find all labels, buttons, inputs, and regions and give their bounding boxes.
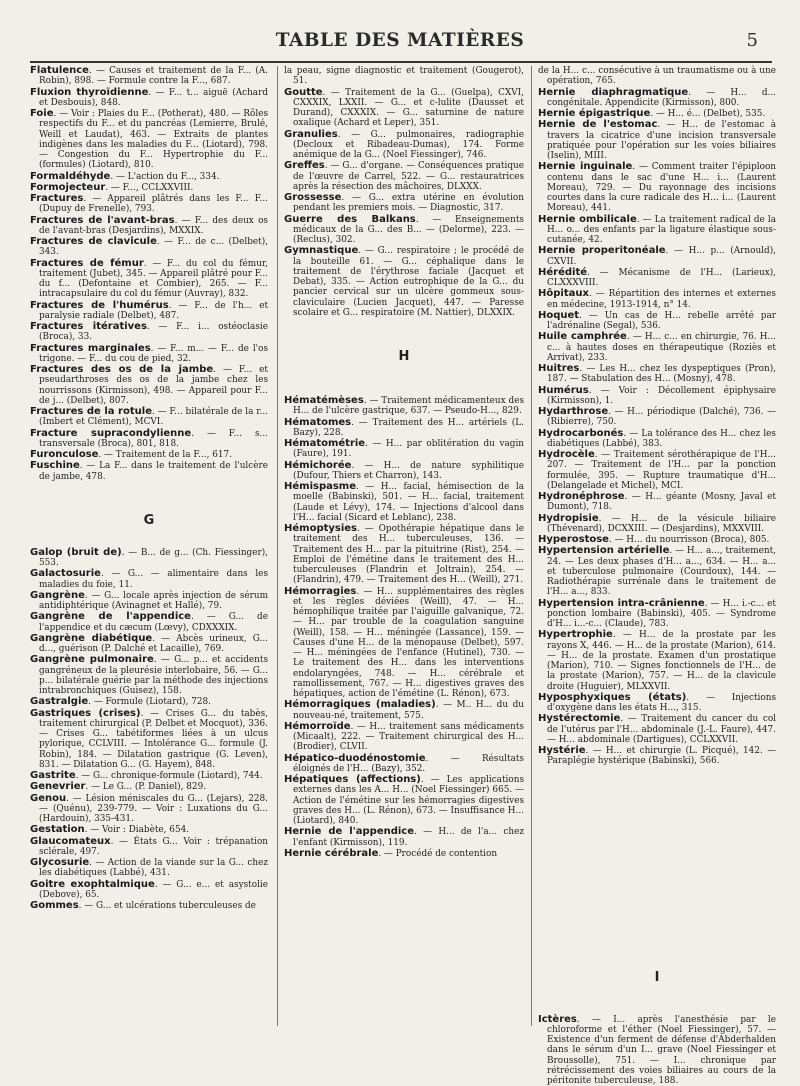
entry-headword: Hydarthrose <box>538 406 608 417</box>
entry-headword: Greffes <box>284 160 325 171</box>
entry-text: . — La traitement radical de la H... o... des enfants par la ligature élastique sous-cutanée, 42. <box>547 215 776 246</box>
entry-headword: Gommes <box>30 900 79 911</box>
entry-headword: Ictères <box>538 1014 577 1025</box>
entry-headword: Huile camphrée <box>538 331 627 342</box>
entry-text: . — G... chronique-formule (Liotard), 744. <box>76 771 263 781</box>
index-entry <box>538 407 776 428</box>
index-entry <box>30 709 268 771</box>
index-entry <box>538 1015 776 1086</box>
index-entry <box>284 754 524 775</box>
index-entry <box>284 849 524 859</box>
index-entry <box>538 364 776 385</box>
index-entry <box>284 246 524 318</box>
entry-text: . — L'action du F..., 334. <box>110 172 219 182</box>
entry-headword: Genevrier <box>30 781 85 792</box>
entry-text: . — Les H... chez les dyspeptiques (Pron), 187. — Stabulation des H... (Mosny), 478. <box>547 364 776 384</box>
entry-text: . — F... s... transversale (Broca), 801, 818. <box>39 429 268 449</box>
entry-text: . — H... de l'estomac à travers la cicatrice d'une incision transversale pratiquée pour l'opération sur les voies biliaires (Iselin), MIII. <box>547 120 776 161</box>
index-entry <box>538 546 776 597</box>
index-entry <box>30 825 268 835</box>
index-entry <box>30 194 268 215</box>
entry-headword: Hernie de l'appendice <box>284 826 414 837</box>
entry-headword: Hernie diaphragmatique <box>538 87 688 98</box>
entry-headword: Hémispasme <box>284 481 356 492</box>
entry-text: . — H... périodique (Dalché), 736. — (Ribierre), 750. <box>547 407 776 427</box>
entry-headword: Foie <box>30 108 54 119</box>
entry-text: . — H... géante (Mosny, Javal et Dumont), 718. <box>547 492 776 512</box>
index-entry <box>538 215 776 246</box>
index-entry <box>30 183 268 193</box>
entry-headword: Hystérectomie <box>538 713 620 724</box>
index-entry <box>538 386 776 407</box>
entry-text: . — Voir : Plaies du F... (Potherat), 480. — Rôles respectifs du F... et du pancréas (Lemierre, Brulé, Weill et Laudat), 463. — Extraits de plantes indigènes dans les maladies du F... (Liotard), 798. — Congestion du F... Hypertrophie du F... (formules) (Liotard), 810. <box>39 109 268 170</box>
entry-headword: Hypertension artérielle <box>538 545 669 556</box>
header-rule <box>30 61 772 63</box>
index-entry <box>30 697 268 707</box>
index-entry <box>30 548 268 569</box>
index-entry <box>538 120 776 161</box>
entry-headword: Gastrite <box>30 770 76 781</box>
entry-headword: Hyposphyxiques (états) <box>538 692 686 703</box>
index-entry <box>538 311 776 332</box>
index-entry <box>30 461 268 482</box>
index-entry <box>30 634 268 655</box>
entry-text: . — H... supplémentaires des règles et les règles déviées (Weill), 47. — H... hémophilique traitée par l'aiguille galvanique, 72. — H... par trouble de la coagulation sanguine (Weill), 158. — H... méningée (Lassance), 159. — Causes d'une H... de la ménopause (Delbet), 597. — H... méningées de l'enfance (Hutinel), 730. — Le traitement des H... dans les interventions endolaryngées, 748. — H... cérébrale et ramollissement, 767. — H... digestives graves des hépatiques, action de l'émétine (L. Rénon), 673. <box>293 587 524 700</box>
entry-text: . — Comment traiter l'épiploon contenu dans le sac d'une H... i... (Laurent Moreau), 729. — Du rayonnage des incisions courtes dans la cure radicale des H... i... (Laurent Moreau), 441. <box>547 162 776 213</box>
entry-text: . — G... pulmonaires, radiographie (Decloux et Ribadeau-Dumas), 174. Forme anémique de la G... (Noel Fiessinger), 746. <box>293 130 524 161</box>
index-entry <box>284 88 524 129</box>
entry-headword: Hernie ombilicale <box>538 214 637 225</box>
index-entry <box>284 775 524 826</box>
entry-text: . — H... c... en chirurgie, 76. H... c... à hautes doses en thérapeutique (Roziès et Arrivat), 233. <box>547 332 776 363</box>
index-entry <box>538 162 776 213</box>
index-entry <box>284 587 524 700</box>
entry-text: . — Mécanisme de l'H... (Larieux), CLXXXVIII. <box>547 268 776 288</box>
entry-headword: Hernie de l'estomac <box>538 119 657 130</box>
entry-text: . — H... de nature syphilitique (Dufour, Thiers et Charron), 143. <box>293 461 524 481</box>
entry-text: . — F... t... aiguë (Achard et Desbouis), 848. <box>39 88 268 108</box>
entry-text: . — H... traitement sans médicaments (Micaalt), 222. — Traitement chirurgical des H... (Brodier), CLVII. <box>293 722 524 753</box>
index-entry <box>30 591 268 612</box>
section-letter: G <box>30 508 268 534</box>
entry-headword: Gangrène pulmonaire <box>30 654 154 665</box>
entry-text: . — Crises G... du tabès, traitement chirurgical (P. Delbet et Mocquot), 336. — Crises G... tabétiformes liées à un ulcus pylorique, CCLVIII. — Intolérance G... formule (J. Robin), 184. — Dilatation gastrique (G. Leven), 831. — Dilatation G... (G. Hayem), 848. <box>39 709 268 770</box>
index-entry <box>30 88 268 109</box>
entry-text: . — F... du col du fémur, traitement (Jubet), 345. — Appareil plâtré pour F... du f... (Defontaine et Combier), 265. — F... intracapsulaire du col du fémur (Auvray), 832. <box>39 259 268 300</box>
entry-text: . — F... des deux os de l'avant-bras (Desjardins), MXXIX. <box>39 216 268 236</box>
entry-text: . — H... par oblitération du vagin (Faure), 191. <box>293 439 524 459</box>
index-entry <box>538 88 776 109</box>
entry-text: . — Répartition des internes et externes en médecine, 1913-1914, n° 14. <box>547 289 776 309</box>
column-divider <box>531 66 532 1026</box>
entry-text: . — G... d'organe. — Conséquences pratique de l'œuvre de Carrel, 522. — G... restauratrices après la résection des mâchoires, DLXXX. <box>293 161 524 192</box>
entry-headword: Gangrène de l'appendice <box>30 611 191 622</box>
index-entry <box>538 492 776 513</box>
entry-text: . — Un cas de H... rebelle arrêté par l'adrénaline (Segal), 536. <box>547 311 776 331</box>
entry-text: . — Formule (Liotard), 728. <box>88 697 211 707</box>
index-column-1 <box>30 66 268 1021</box>
entry-headword: Fractures des os de la jambe <box>30 364 213 375</box>
entry-headword: Hématométrie <box>284 438 365 449</box>
index-entry <box>30 782 268 792</box>
index-entry <box>538 535 776 545</box>
entry-text: . — La F... dans le traitement de l'ulcère de jambe, 478. <box>39 461 268 481</box>
entry-text: . — G... et ulcérations tuberculeuses de <box>79 901 256 911</box>
index-entry <box>538 693 776 714</box>
entry-headword: Formojecteur <box>30 182 105 193</box>
entry-text: . — G... p... et accidents gangréneux de la pleurésie interlobaire, 56. — G... p... bilatérale guérie par la méthode des injections intrabronchiques (Guisez), 158. <box>39 655 268 696</box>
index-entry <box>284 130 524 161</box>
entry-headword: Fractures de l'avant-bras <box>30 215 175 226</box>
index-entry <box>30 880 268 901</box>
index-entry <box>30 237 268 258</box>
entry-text: . — Traitement médicamenteux des H... de l'ulcère gastrique, 637. — Pseudo-H..., 829. <box>293 396 524 416</box>
index-entry <box>30 66 268 87</box>
index-entry <box>284 439 524 460</box>
entry-headword: Glycosurie <box>30 857 89 868</box>
entry-text: . — F... m... — F... de l'os trigone. — F... du cou de pied, 32. <box>39 344 268 364</box>
entry-text: . — I... après l'anesthésie par le chloroforme et l'éther (Noel Fiessinger), 57. — Existence d'un ferment de défense d'Abderhalden dans le sérum d'un I... grave (Noel Fiessinger et Broussolle), 751. — I... chronique par rétrécissement des voies biliaires au cours de la péritonite tuberculeuse, 188. <box>547 1015 776 1086</box>
index-entry <box>538 332 776 363</box>
entry-headword: Fractures de fémur <box>30 258 144 269</box>
entry-text: la peau, signe diagnostic et traitement (Gougerot), 51. <box>284 66 524 86</box>
entry-headword: Grossesse <box>284 192 341 203</box>
entry-headword: Hydropisie <box>538 513 599 524</box>
entry-text: . — Abcès urineux, G... d..., guérison (P. Dalché et Lacaille), 769. <box>39 634 268 654</box>
index-entry <box>538 450 776 491</box>
entry-text: . — Procédé de contention <box>378 849 497 859</box>
entry-headword: Humérus <box>538 385 589 396</box>
entry-text: . — Le G... (P. Daniel), 829. <box>85 782 206 792</box>
entry-headword: Hypertension intra-crânienne <box>538 598 705 609</box>
entry-headword: Hémorragiques (maladies) <box>284 699 436 710</box>
entry-text: . — Traitement sérothérapique de l'H... 207. — Traitement de l'H... par la ponction formulée, 395. — Rupture traumatique d'H... (Delangelade et Michel), MCI. <box>547 450 776 491</box>
entry-headword: Fractures de l'humérus <box>30 300 169 311</box>
entry-headword: Genou <box>30 793 66 804</box>
index-entry <box>30 429 268 450</box>
entry-headword: Hystérie <box>538 745 586 756</box>
entry-text: . — H... du nourrisson (Broca), 805. <box>609 535 769 545</box>
entry-headword: Hoquet <box>538 310 579 321</box>
entry-text: . — H... de l'a... chez l'enfant (Kirmisson), 119. <box>293 827 524 847</box>
entry-headword: Huitres <box>538 363 579 374</box>
index-entry <box>30 655 268 696</box>
entry-headword: Hernie épigastrique <box>538 108 650 119</box>
entry-text: . — F... de l'h... et paralysie radiale (Delbet), 487. <box>39 301 268 321</box>
entry-headword: Flatulence <box>30 65 89 76</box>
page-number: 5 <box>747 30 758 51</box>
entry-text: . — H... et chirurgie (L. Picqué), 142. — Paraplégie hystérique (Babinski), 566. <box>547 746 776 766</box>
column-divider <box>277 66 278 1026</box>
entry-headword: Hémorragies <box>284 586 356 597</box>
entry-text: . — F... bilatérale de la r... (Imbert et Clément), MCVI. <box>39 407 268 427</box>
entry-text: . — Lésion méniscales du G... (Lejars), 228. — (Quénu), 239-779. — Voir : Luxations du G... (Hardouin), 335-431. <box>39 794 268 825</box>
entry-text: . — F..., CCLXXVIII. <box>105 183 193 193</box>
entry-headword: Hypertrophie <box>538 629 613 640</box>
index-entry <box>30 837 268 858</box>
entry-headword: Hernie cérébrale <box>284 848 378 859</box>
index-column-2 <box>284 66 524 1021</box>
entry-headword: Fractures de la rotule <box>30 406 152 417</box>
index-entry <box>30 612 268 633</box>
index-entry <box>30 771 268 781</box>
entry-text: . — Traitement des H... artériels (L. Bazy), 228. <box>293 418 524 438</box>
entry-text: . — H... p... (Arnould), CXVII. <box>547 246 776 266</box>
index-entry <box>30 365 268 406</box>
entry-text: . — H... é... (Delbet), 535. <box>650 109 765 119</box>
index-entry <box>538 429 776 450</box>
entry-text: . — G... locale après injection de sérum antidiphtérique (Avinagnet et Hallé), 79. <box>39 591 268 611</box>
entry-headword: Fuschine <box>30 460 80 471</box>
entry-text: . — Traitement de la G... (Guelpa), CXVI, CXXXIX, LXXII. — G... et c-lulite (Dausset et Durand), CXXXIX. — G... saturnine de nature oxalique (Achard et Leper), 351. <box>293 88 524 129</box>
entry-headword: Fractures de clavicule <box>30 236 157 247</box>
entry-headword: Gymnastique <box>284 245 358 256</box>
entry-headword: Goutte <box>284 87 323 98</box>
entry-text: . — Traitement de la F..., 617. <box>98 450 232 460</box>
entry-text: . — Action de la viande sur la G... chez les diabétiques (Labbé), 431. <box>39 858 268 878</box>
entry-headword: Hydrocarbonés <box>538 428 623 439</box>
entry-headword: Fluxion thyroïdienne <box>30 87 148 98</box>
entry-text: . — M.. H... du du nouveau-né, traitement, 575. <box>293 700 524 720</box>
entry-text: . — Voir : Diabète, 654. <box>85 825 189 835</box>
index-entry <box>30 858 268 879</box>
entry-headword: Granulies <box>284 129 338 140</box>
index-entry <box>30 109 268 171</box>
entry-headword: Hépatico-duodénostomie <box>284 753 426 764</box>
entry-text: . — B... de g... (Ch. Fiessinger), 553. <box>39 548 268 568</box>
entry-text: . — Enseignements médicaux de la G... des B... — (Delorme), 223. — (Reclus), 302. <box>293 215 524 246</box>
entry-text: . — Voir : Décollement épiphysaire (Kirmisson), 1. <box>547 386 776 406</box>
index-entry <box>538 746 776 767</box>
index-entry <box>284 418 524 439</box>
entry-headword: Fractures <box>30 193 83 204</box>
index-entry <box>284 722 524 753</box>
entry-headword: Guerre des Balkans <box>284 214 416 225</box>
index-entry <box>538 109 776 119</box>
entry-headword: Fracture supracondylienne <box>30 428 191 439</box>
index-entry <box>284 700 524 721</box>
entry-text: . — F... de c... (Delbet), 343. <box>39 237 268 257</box>
entry-text: . — F... et pseudarthroses des os de la jambe chez les nourrissons (Kirmisson), 498. — Appareil pour F... de j... (Delbet), 807. <box>39 365 268 406</box>
entry-text: . — G... — alimentaire dans les maladies du foie, 11. <box>39 569 268 589</box>
entry-text: . — H... d... congénitale. Appendicite (Kirmisson), 800. <box>547 88 776 108</box>
page-header <box>30 30 770 62</box>
entry-headword: Furonculose <box>30 449 98 460</box>
index-entry <box>30 450 268 460</box>
entry-headword: Gangrène diabétique <box>30 633 152 644</box>
entry-headword: Goitre exophtalmique <box>30 879 155 890</box>
entry-headword: Hématomes <box>284 417 351 428</box>
index-entry <box>30 407 268 428</box>
index-entry <box>30 794 268 825</box>
entry-text: . — H... a..., traitement, 24. — Les deux phases d'H... a..., 634. — H... a... et tuberculose pulmonaire (Courdoux), 144. — Radiothérapie surrénale dans le traitement de l'H... a..., 833. <box>547 546 776 597</box>
index-entry <box>538 630 776 692</box>
entry-headword: Hydronéphrose <box>538 491 625 502</box>
index-entry <box>284 461 524 482</box>
index-entry <box>30 569 268 590</box>
entry-headword: Hépatiques (affections) <box>284 774 421 785</box>
entry-headword: Hémichorée <box>284 460 351 471</box>
index-entry <box>284 482 524 523</box>
entry-text: . — Appareil plâtrés dans les F... F... (Dupuy de Frenelle), 793. <box>39 194 268 214</box>
index-entry <box>30 259 268 300</box>
entry-text: . — G... e... et asystolie (Debove), 65. <box>39 880 268 900</box>
entry-text: . — H... i.-c... et ponction lombaire (Babinski), 405. — Syndrome d'H... i...-c... (Claude), 783. <box>547 599 776 630</box>
entry-headword: Formaldéhyde <box>30 171 110 182</box>
index-entry <box>30 216 268 237</box>
index-entry <box>538 599 776 630</box>
entry-headword: Hydrocèle <box>538 449 595 460</box>
entry-headword: Hérédité <box>538 267 587 278</box>
entry-headword: Gastralgie <box>30 696 88 707</box>
index-entry <box>284 396 524 417</box>
entry-headword: Hernie inguinale <box>538 161 632 172</box>
index-entry <box>30 301 268 322</box>
index-entry <box>30 172 268 182</box>
entry-headword: Fractures itératives <box>30 321 147 332</box>
index-entry <box>538 514 776 535</box>
entry-headword: Gastriques (crises) <box>30 708 141 719</box>
index-entry <box>284 827 524 848</box>
entry-text: . — H... de la prostate par les rayons X, 446. — H... de la prostate (Marion), 614. — H... de la prostate. Examen d'un prostatique (Marion), 710. — Signes fonctionnels de l'H... de la prostate (Marion), 757. — H... de la clavicule droite (Huguier), MLXXVII. <box>547 630 776 691</box>
entry-text: . — Traitement du cancer du col de l'utérus par l'H... abdominale (J.-L. Faure), 447. — H... abdominale (Dartigues), CCLXXVII. <box>547 714 776 745</box>
index-entry <box>284 66 524 87</box>
entry-headword: Hématémèses <box>284 395 364 406</box>
entry-text: . — Les applications externes dans les A... H... (Noel Fiessinger) 665. — Action de l'émétine sur les hémorragies digestives graves des H... (L. Rénon), 673. — Insuffisance H... (Liotard), 840. <box>293 775 524 826</box>
entry-headword: Hôpitaux <box>538 288 589 299</box>
index-entry <box>284 215 524 246</box>
section-letter: H <box>284 346 524 368</box>
index-column-3 <box>538 66 776 1021</box>
entry-headword: Glaucomateux <box>30 836 111 847</box>
entry-text: . — Opothérapie hépatique dans le traitement des H... tuberculeuses, 136. — Traitement des H... par la pituitrine (Rist), 254. — Emploi de l'émétine dans le traitement des H... tuberculeuses (Flandrin et Joltrain), 254. — (Flandrin), 479. — Traitement des H... (Weill), 271. <box>293 524 524 585</box>
entry-headword: Hyperostose <box>538 534 609 545</box>
entry-text: . — F... i... ostéoclasie (Broca), 33. <box>39 322 268 342</box>
entry-text: . — Injections d'oxygène dans les états H..., 315. <box>547 693 776 713</box>
entry-headword: Hémoptysies <box>284 523 357 534</box>
page-title: TABLE DES MATIÈRES <box>30 30 770 51</box>
index-entry <box>284 524 524 586</box>
index-entry <box>538 246 776 267</box>
index-entry <box>538 289 776 310</box>
entry-headword: Hernie properitonéale <box>538 245 666 256</box>
entry-headword: Gangrène <box>30 590 85 601</box>
entry-text: . — La tolérance des H... chez les diabétiques (Labbé), 383. <box>547 429 776 449</box>
entry-headword: Galop (bruit de) <box>30 547 122 558</box>
index-entry <box>538 268 776 289</box>
entry-text: . — Causes et traitement de la F... (A. Robin), 898. — Formule contre la F..., 687. <box>39 66 268 86</box>
entry-text: . — G... respiratoire ; le procédé de la bouteille 61. — G... céphalique dans le traitement de l'érythrose faciale (Jacquet et Debat), 335. — Action eutrophique de la G... du pancier cervical sur un ulcère gommeux sous-claviculaire (Lucien Jacquet), 447. — Paresse scolaire et G... respiratoire (M. Nattier), DLXXIX. <box>293 246 524 318</box>
index-entry <box>284 193 524 214</box>
entry-text: . — G... de l'appendice et du cæcum (Lœvy), CDXXXIX. <box>39 612 268 632</box>
entry-text: . — G... extra utérine en évolution pendant les premiers mois. — Diagnostic, 317. <box>293 193 524 213</box>
entry-headword: Fractures marginales <box>30 343 151 354</box>
index-entry <box>538 66 776 87</box>
entry-text: . — États G... Voir : trépanation sclérale, 497. <box>39 837 268 857</box>
entry-headword: Galactosurie <box>30 568 101 579</box>
index-entry <box>30 344 268 365</box>
section-letter: I <box>538 967 776 989</box>
index-entry <box>30 322 268 343</box>
entry-text: . — H... de la vésicule biliaire (Thévenard), DCXXIII. — (Desjardins), MXXVIII. <box>547 514 776 534</box>
entry-text: . — Résultats éloignés de l'H... (Bazy), 352. <box>293 754 524 774</box>
entry-headword: Gestation <box>30 824 85 835</box>
index-entry <box>284 161 524 192</box>
index-entry <box>30 901 268 911</box>
entry-headword: Hémorroïde <box>284 721 351 732</box>
entry-text: . — H... facial, hémisection de la moelle (Babinski), 501. — H... facial, traitement (Laude et Lévy), 174. — Injections d'alcool dans l'H... facial (Sicard et Leblanc), 238. <box>293 482 524 523</box>
entry-text: de la H... c... consécutive à un traumatisme ou à une opération, 765. <box>538 66 776 86</box>
index-entry <box>538 714 776 745</box>
